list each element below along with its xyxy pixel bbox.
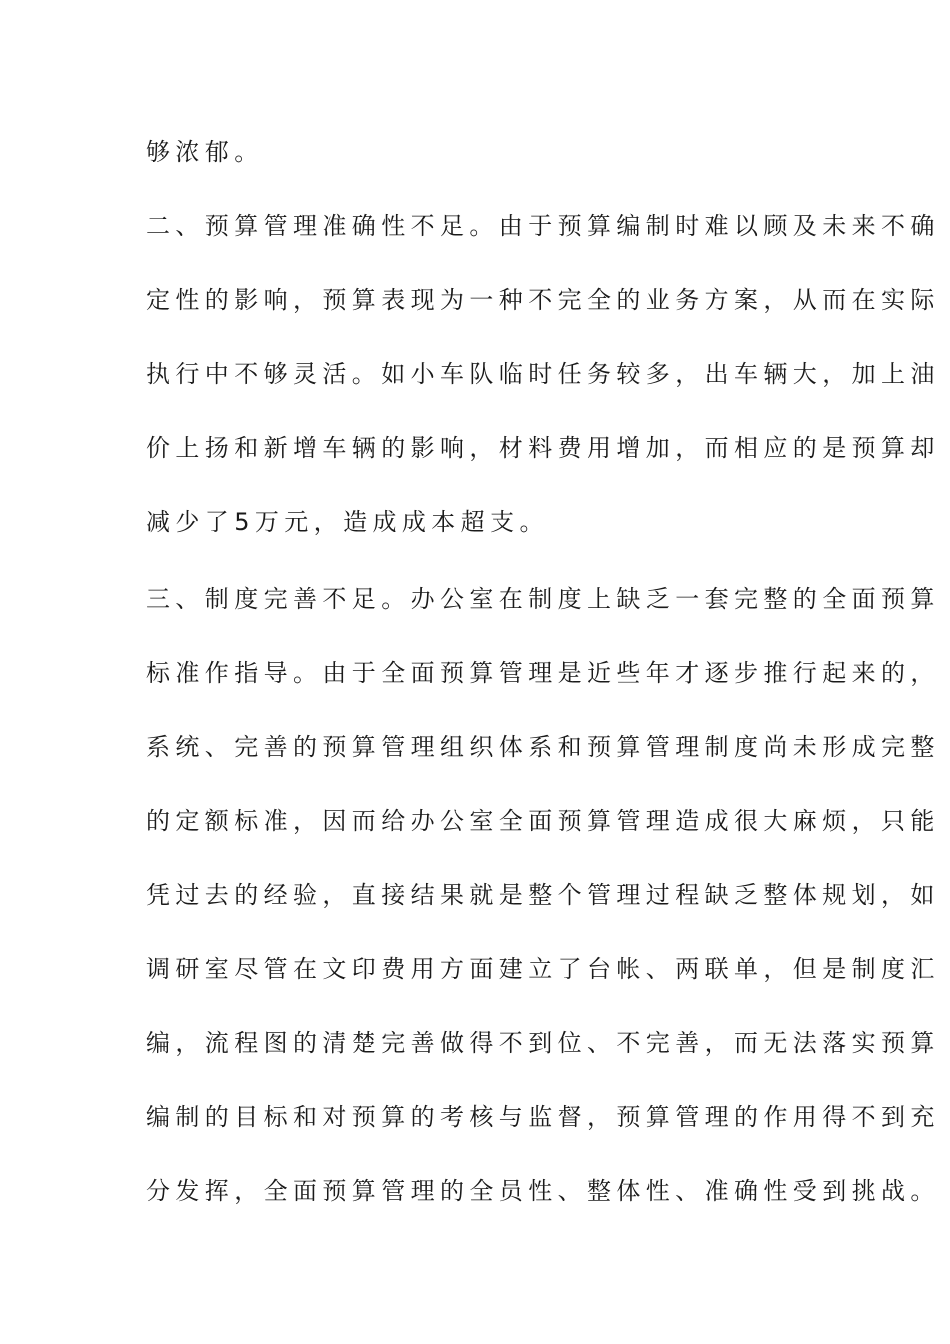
- text-line: 系统、完善的预算管理组织体系和预算管理制度尚未形成完整: [146, 733, 940, 761]
- text-line: 分发挥，全面预算管理的全员性、整体性、准确性受到挑战。: [146, 1177, 940, 1205]
- text-line: 编，流程图的清楚完善做得不到位、不完善，而无法落实预算: [146, 1029, 940, 1057]
- text-line: 二、预算管理准确性不足。由于预算编制时难以顾及未来不确: [146, 212, 940, 240]
- text-line: 调研室尽管在文印费用方面建立了台帐、两联单，但是制度汇: [146, 955, 940, 983]
- text-line: 标准作指导。由于全面预算管理是近些年才逐步推行起来的，: [146, 659, 940, 687]
- text-line: 定性的影响，预算表现为一种不完全的业务方案，从而在实际: [146, 286, 940, 314]
- text-line: 的定额标准，因而给办公室全面预算管理造成很大麻烦，只能: [146, 807, 940, 835]
- text-line: 减少了5万元，造成成本超支。: [146, 508, 549, 536]
- text-line: 编制的目标和对预算的考核与监督，预算管理的作用得不到充: [146, 1103, 940, 1131]
- text-line: 三、制度完善不足。办公室在制度上缺乏一套完整的全面预算: [146, 585, 940, 613]
- text-line: 执行中不够灵活。如小车队临时任务较多，出车辆大，加上油: [146, 360, 940, 388]
- text-line: 价上扬和新增车辆的影响，材料费用增加，而相应的是预算却: [146, 434, 940, 462]
- text-line: 够浓郁。: [146, 138, 264, 166]
- text-line: 凭过去的经验，直接结果就是整个管理过程缺乏整体规划，如: [146, 881, 940, 909]
